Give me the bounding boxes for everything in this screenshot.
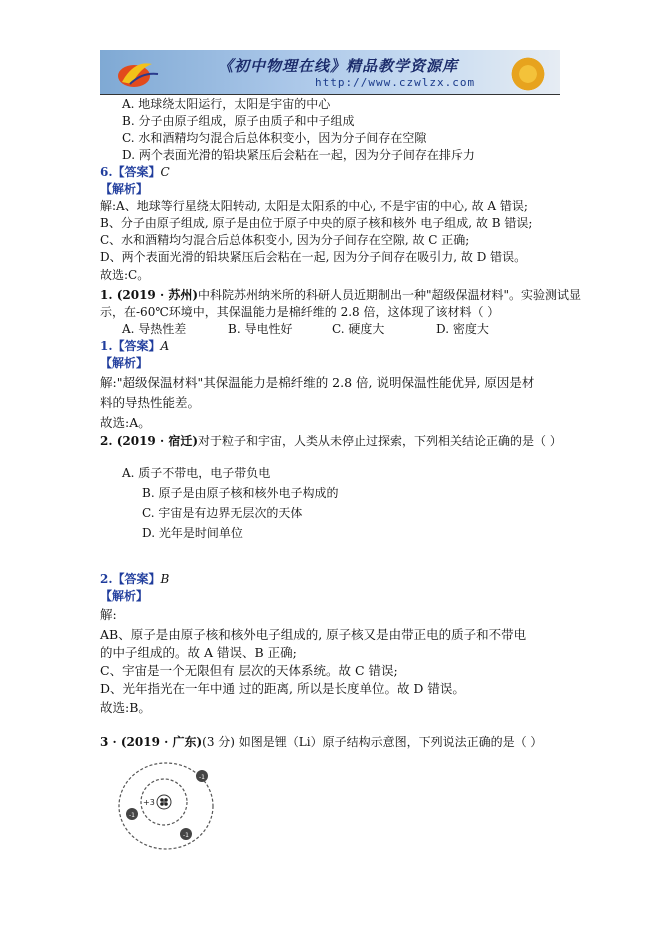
svg-text:-1: -1	[199, 774, 205, 781]
q6-answer-label: 6.【答案】	[100, 165, 161, 179]
q2-analysis-line: D、光年指光在一年中通 过的距离, 所以是长度单位。故 D 错误。	[100, 681, 465, 696]
q6-option-c: C. 水和酒精均匀混合后总体积变小，因为分子间存在空隙	[122, 131, 427, 145]
q6-option-b: B. 分子由原子组成，原子由质子和中子组成	[122, 114, 355, 128]
header-banner	[100, 50, 560, 94]
q1-analysis-label: 【解析】	[100, 356, 149, 370]
q1-answer	[100, 339, 169, 354]
q6-option-a: A. 地球绕太阳运行，太阳是宇宙的中心	[122, 97, 331, 111]
q2-answer-value: B	[160, 572, 170, 586]
q2-analysis-line: 故选:B。	[100, 700, 151, 715]
q1-option-c: C. 硬度大	[332, 322, 385, 336]
q3-source: 3 · (2019 · 广东)	[100, 735, 203, 749]
nucleus	[157, 795, 171, 809]
q2-option-a: A. 质子不带电，电子带负电	[122, 466, 271, 480]
q2-analysis-label: 【解析】	[100, 589, 149, 603]
q2-answer-label: 2.【答案】	[100, 572, 161, 586]
q6-answer	[100, 165, 170, 180]
q2-source: 2. (2019 · 宿迁)	[100, 434, 198, 448]
q6-analysis-line: C、水和酒精均匀混合后总体积变小, 因为分子间存在空隙, 故 C 正确;	[100, 233, 470, 247]
q1-analysis-line: 故选:A。	[100, 415, 151, 430]
q2-answer	[100, 572, 169, 587]
electron	[196, 770, 208, 782]
q1-option-b: B. 导电性好	[228, 322, 293, 336]
q1-option-d: D. 密度大	[436, 322, 489, 336]
q6-analysis-line: B、分子由原子组成, 原子是由位于原子中央的原子核和核外 电子组成, 故 B 错误;	[100, 216, 533, 230]
q1-answer-value: A	[160, 339, 170, 353]
electron	[126, 808, 138, 820]
q1-source: 1. (2019 · 苏州)	[100, 288, 198, 302]
svg-text:-1: -1	[183, 832, 189, 839]
header-divider	[100, 94, 560, 95]
q6-analysis-label: 【解析】	[100, 182, 149, 196]
q2-analysis-line: AB、原子是由原子核和核外电子组成的, 原子核又是由带正电的质子和不带电	[100, 627, 527, 642]
banner-url[interactable]: http://www.czwlzx.com	[315, 76, 476, 89]
q2-option-d: D. 光年是时间单位	[142, 526, 243, 540]
q2-option-b: B. 原子是由原子核和核外电子构成的	[142, 486, 339, 500]
q2-stem	[100, 434, 562, 449]
nucleus-charge: +3	[143, 798, 155, 807]
q1-analysis-line: 解:"超级保温材料"其保温能力是棉纤维的 2.8 倍, 说明保温性能优异, 原因是材	[100, 375, 535, 390]
q2-analysis-line: 解:	[100, 607, 117, 622]
q2-analysis-line: C、宇宙是一个无限但有 层次的天体系统。故 C 错误;	[100, 663, 398, 678]
electron	[180, 828, 192, 840]
svg-text:-1: -1	[129, 812, 135, 819]
q2-analysis-line: 的中子组成的。故 A 错误、B 正确;	[100, 645, 297, 660]
q1-stem-cont: 示，在-60℃环境中，其保温能力是棉纤维的 2.8 倍，这体现了该材料（ ）	[100, 305, 500, 319]
q2-option-c: C. 宇宙是有边界无层次的天体	[142, 506, 303, 520]
q6-analysis-line: 解:A、地球等行星绕太阳转动, 太阳是太阳系的中心, 不是宇宙的中心, 故 A 错误;	[100, 199, 528, 213]
q1-stem-text: 中科院苏州纳米所的科研人员近期制出一种"超级保温材料"。实验测试显	[198, 288, 582, 302]
q1-answer-label: 1.【答案】	[100, 339, 161, 353]
logo-icon	[112, 54, 168, 90]
q6-answer-value: C	[160, 165, 170, 179]
q6-option-d: D. 两个表面光滑的铅块紧压后会粘在一起，因为分子间存在排斥力	[122, 148, 475, 162]
q1-analysis-line: 料的导热性能差。	[100, 395, 201, 410]
q1-stem	[100, 288, 581, 303]
banner-title: 《初中物理在线》精品教学资源库	[218, 57, 459, 75]
q1-option-a: A. 导热性差	[122, 322, 187, 336]
q3-stem	[100, 735, 542, 750]
q3-stem-text: (3 分) 如图是锂（Li）原子结构示意图，下列说法正确的是（ ）	[202, 735, 543, 749]
lithium-atom-diagram	[112, 758, 222, 853]
q6-analysis-line: 故选:C。	[100, 268, 150, 282]
q2-stem-text: 对于粒子和宇宙，人类从未停止过探索，下列相关结论正确的是（ ）	[198, 434, 562, 448]
q6-analysis-line: D、两个表面光滑的铅块紧压后会粘在一起, 因为分子间存在吸引力, 故 D 错误。	[100, 250, 527, 264]
sunflower-icon	[506, 52, 550, 94]
